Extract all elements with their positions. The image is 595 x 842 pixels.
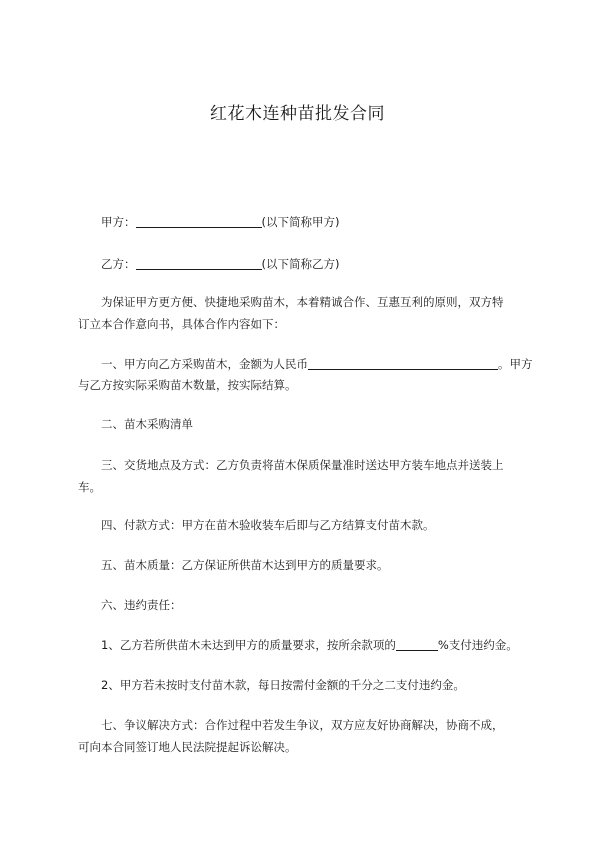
party-a-label: 甲方： [101,215,136,229]
clause-4: 四、付款方式：甲方在苗木验收装车后即与乙方结算支付苗木款。 [101,518,435,532]
clause-1-line-1 [78,353,538,375]
document-title: 红花木连种苗批发合同 [210,104,385,124]
clause-1-line-2: 与乙方按实际采购苗木数量，按实际结算。 [78,378,297,392]
amount-blank [308,356,498,370]
party-b-blank [136,256,262,270]
clause-7-line-2: 可向本合同签订地人民法院提起诉讼解决。 [78,740,297,754]
party-b-label: 乙方： [101,257,136,271]
clause-6-item-1 [78,634,538,656]
clause-6-item-2: 2、甲方若未按时支付苗木款，每日按需付金额的千分之二支付违约金。 [101,678,465,692]
party-a-line [78,211,538,233]
party-a-suffix: (以下简称甲方) [261,215,340,229]
party-a-blank [136,214,262,228]
clause-6-item-1-prefix: 1、乙方若所供苗木未达到甲方的质量要求，按所余款项的 [101,638,396,652]
party-b-suffix: (以下简称乙方) [261,257,340,271]
clause-6-item-1-suffix: %支付违约金。 [437,638,518,652]
clause-2: 二、苗木采购清单 [101,417,193,431]
clause-6-heading: 六、违约责任： [101,598,182,612]
percent-blank [396,637,438,651]
party-b-line [78,253,538,275]
intro-line-1: 为保证甲方更方便、快捷地采购苗木，本着精诚合作、互惠互利的原则，双方特 [101,295,504,309]
clause-3-line-2: 车。 [78,480,101,494]
clause-1-prefix: 一、甲方向乙方采购苗木，金额为人民币 [101,357,308,371]
clause-5: 五、苗木质量：乙方保证所供苗木达到甲方的质量要求。 [101,558,389,572]
clause-1-suffix: 。甲方 [498,357,533,371]
intro-line-2: 订立本合作意向书，具体合作内容如下： [78,317,285,331]
clause-3-line-1: 三、交货地点及方式：乙方负责将苗木保质保量准时送达甲方装车地点并送装上 [101,458,504,472]
clause-7-line-1: 七、争议解决方式：合作过程中若发生争议，双方应友好协商解决，协商不成， [101,718,504,732]
